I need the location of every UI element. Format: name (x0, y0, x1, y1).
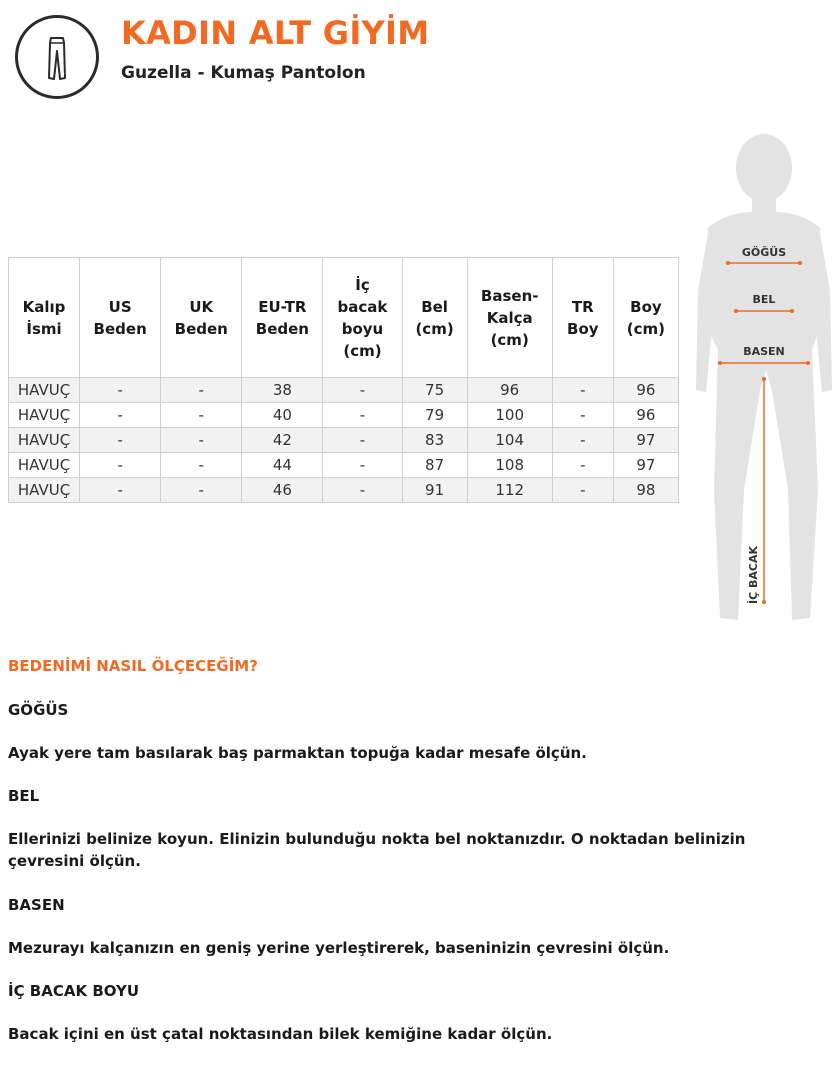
table-cell: 46 (242, 478, 323, 503)
col-header-tr-boy: TR Boy (552, 258, 613, 378)
table-cell: 98 (613, 478, 678, 503)
inseam-label: İÇ BACAK (747, 545, 760, 604)
col-header-bel: Bel (cm) (402, 258, 467, 378)
table-cell: - (552, 378, 613, 403)
table-cell: 104 (467, 428, 552, 453)
table-cell: - (552, 478, 613, 503)
table-cell: - (323, 428, 402, 453)
table-cell: 79 (402, 403, 467, 428)
table-cell: - (552, 403, 613, 428)
table-cell: 96 (613, 403, 678, 428)
guide-text-inseam: Bacak içini en üst çatal noktasından bilek kemiğine kadar ölçün. (8, 1025, 553, 1043)
table-cell: - (552, 428, 613, 453)
table-cell: 38 (242, 378, 323, 403)
table-cell: 83 (402, 428, 467, 453)
table-cell: - (80, 428, 161, 453)
table-cell: - (80, 478, 161, 503)
table-cell: - (323, 403, 402, 428)
table-cell: HAVUÇ (9, 453, 80, 478)
table-cell: 42 (242, 428, 323, 453)
table-cell: HAVUÇ (9, 378, 80, 403)
table-cell: 96 (467, 378, 552, 403)
waist-label: BEL (752, 293, 776, 306)
guide-heading-waist: BEL (8, 787, 40, 805)
product-subtitle: Guzella - Kumaş Pantolon (121, 63, 366, 83)
table-cell: 97 (613, 453, 678, 478)
table-cell: - (552, 453, 613, 478)
measurement-guide (8, 655, 818, 1045)
guide-heading-hip: BASEN (8, 896, 65, 914)
table-header-row (9, 258, 679, 378)
table-cell: - (161, 403, 242, 428)
page-title: KADIN ALT GİYİM (121, 14, 430, 52)
col-header-us-beden: US Beden (80, 258, 161, 378)
table-cell: - (161, 478, 242, 503)
table-cell: - (161, 378, 242, 403)
table-cell: 108 (467, 453, 552, 478)
size-chart-table (8, 257, 679, 503)
table-cell: - (323, 478, 402, 503)
table-cell: - (80, 403, 161, 428)
table-cell: 100 (467, 403, 552, 428)
table-row (9, 428, 679, 453)
col-header-eu-tr-beden: EU-TR Beden (242, 258, 323, 378)
table-row (9, 478, 679, 503)
table-cell: HAVUÇ (9, 403, 80, 428)
col-header-kalip-ismi: Kalıp İsmi (9, 258, 80, 378)
hip-label: BASEN (743, 345, 785, 358)
table-cell: 40 (242, 403, 323, 428)
table-cell: 91 (402, 478, 467, 503)
guide-title: BEDENİMİ NASIL ÖLÇECEĞİM? (8, 657, 258, 675)
table-cell: 97 (613, 428, 678, 453)
table-cell: HAVUÇ (9, 478, 80, 503)
table-cell: HAVUÇ (9, 428, 80, 453)
table-cell: - (161, 453, 242, 478)
chest-label: GÖĞÜS (741, 246, 787, 259)
guide-heading-inseam: İÇ BACAK BOYU (8, 982, 140, 1000)
table-cell: - (80, 378, 161, 403)
guide-text-waist: Ellerinizi belinize koyun. Elinizin bulunduğu nokta bel noktanızdır. O noktadan belinizin çevresini ölçün. (8, 830, 746, 870)
table-row (9, 403, 679, 428)
table-cell: 87 (402, 453, 467, 478)
col-header-ic-bacak: İç bacak boyu (cm) (323, 258, 402, 378)
table-cell: - (161, 428, 242, 453)
table-cell: 96 (613, 378, 678, 403)
table-row (9, 453, 679, 478)
table-cell: - (323, 453, 402, 478)
table-cell: 44 (242, 453, 323, 478)
col-header-uk-beden: UK Beden (161, 258, 242, 378)
table-row (9, 378, 679, 403)
guide-text-chest: Ayak yere tam basılarak baş parmaktan topuğa kadar mesafe ölçün. (8, 744, 587, 762)
table-cell: - (323, 378, 402, 403)
table-cell: 75 (402, 378, 467, 403)
table-cell: 112 (467, 478, 552, 503)
col-header-basen-kalca: Basen- Kalça (cm) (467, 258, 552, 378)
inseam-measure-line (762, 377, 766, 604)
trousers-icon (15, 15, 99, 99)
table-cell: - (80, 453, 161, 478)
body-measurement-figure (694, 130, 834, 630)
col-header-boy: Boy (cm) (613, 258, 678, 378)
guide-text-hip: Mezurayı kalçanızın en geniş yerine yerleştirerek, baseninizin çevresini ölçün. (8, 939, 670, 957)
guide-heading-chest: GÖĞÜS (8, 701, 69, 719)
